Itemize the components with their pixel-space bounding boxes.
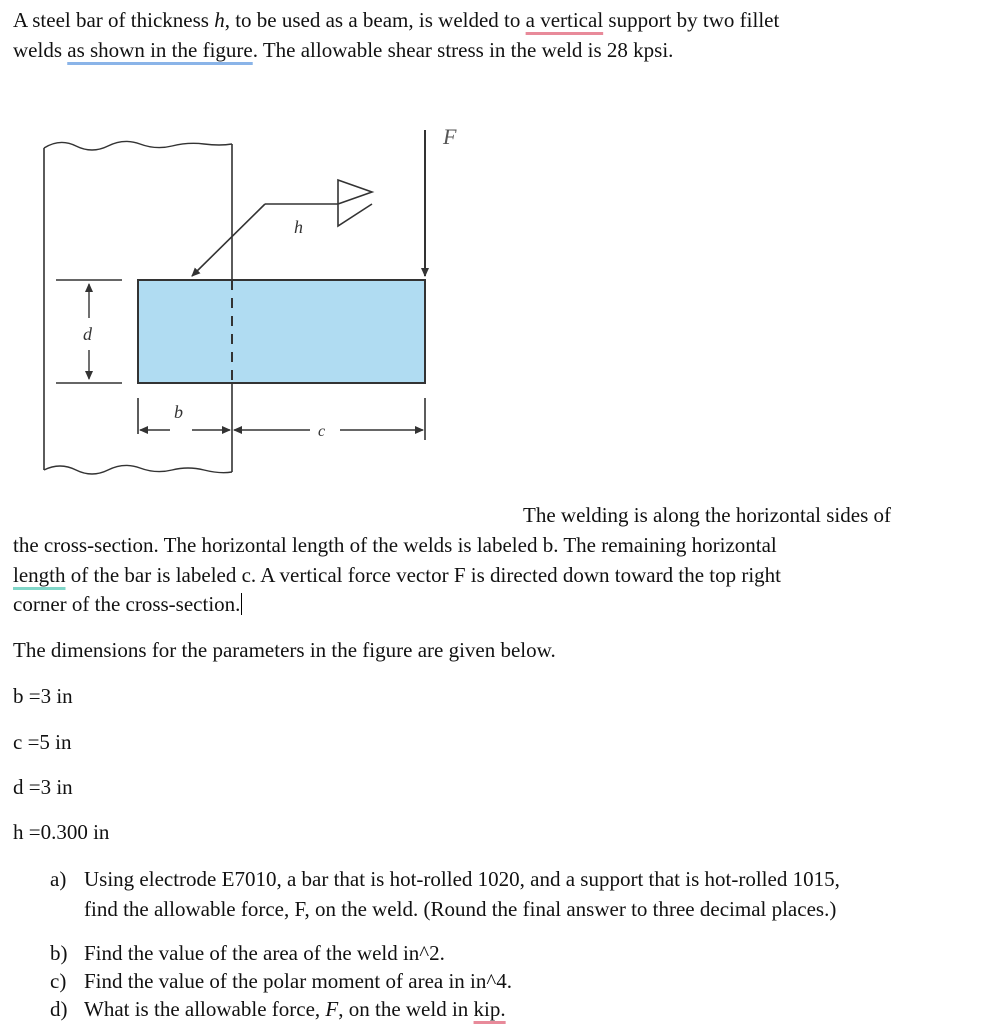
break-line-bottom: [44, 465, 232, 474]
symbol-h: h: [214, 8, 225, 32]
label-b: b: [174, 402, 183, 422]
spellcheck-underline[interactable]: a vertical: [525, 8, 604, 32]
dimension-d: d =3 in: [13, 775, 73, 799]
question-d: d) What is the allowable force, F, on the weld in kip.: [50, 997, 506, 1021]
weld-tail: [338, 180, 372, 226]
dimensions-intro: The dimensions for the parameters in the figure are given below.: [13, 638, 556, 662]
question-a-line-2: find the allowable force, F, on the weld. (Round the final answer to three decimal places.): [84, 897, 837, 921]
grammar-underline[interactable]: as shown in the figure: [67, 38, 253, 62]
dimension-b: b =3 in: [13, 684, 73, 708]
weld-leader: [192, 204, 265, 276]
description-line-3: length of the bar is labeled c. A vertical force vector F is directed down toward the top right: [13, 563, 782, 587]
question-a-line-1: a) Using electrode E7010, a bar that is hot-rolled 1020, and a support that is hot-rolled 1015,: [50, 867, 840, 891]
description-line-4: corner of the cross-section.: [13, 592, 241, 616]
question-b: b) Find the value of the area of the weld in^2.: [50, 941, 445, 965]
grammar-underline-length[interactable]: length: [13, 563, 66, 587]
problem-intro-line-1: A steel bar of thickness h, to be used as a beam, is welded to a vertical support by two fillet: [13, 8, 780, 32]
break-line-top: [44, 141, 232, 150]
question-c: c) Find the value of the polar moment of area in in^4.: [50, 969, 512, 993]
label-c: c: [318, 423, 326, 440]
weld-figure: [40, 118, 460, 488]
dimension-h: h =0.300 in: [13, 820, 110, 844]
text-cursor: [241, 593, 242, 615]
bar-cross-section: [138, 280, 425, 383]
spellcheck-underline-kip[interactable]: kip.: [473, 997, 506, 1021]
dimension-c: c =5 in: [13, 730, 72, 754]
problem-intro-line-2: welds as shown in the figure. The allowable shear stress in the weld is 28 kpsi.: [13, 38, 674, 62]
label-h: h: [294, 217, 303, 237]
description-line-1: The welding is along the horizontal sides of: [523, 503, 892, 527]
label-d: d: [83, 324, 92, 344]
description-line-2: the cross-section. The horizontal length of the welds is labeled b. The remaining horizontal: [13, 533, 777, 557]
label-F: F: [443, 124, 457, 149]
